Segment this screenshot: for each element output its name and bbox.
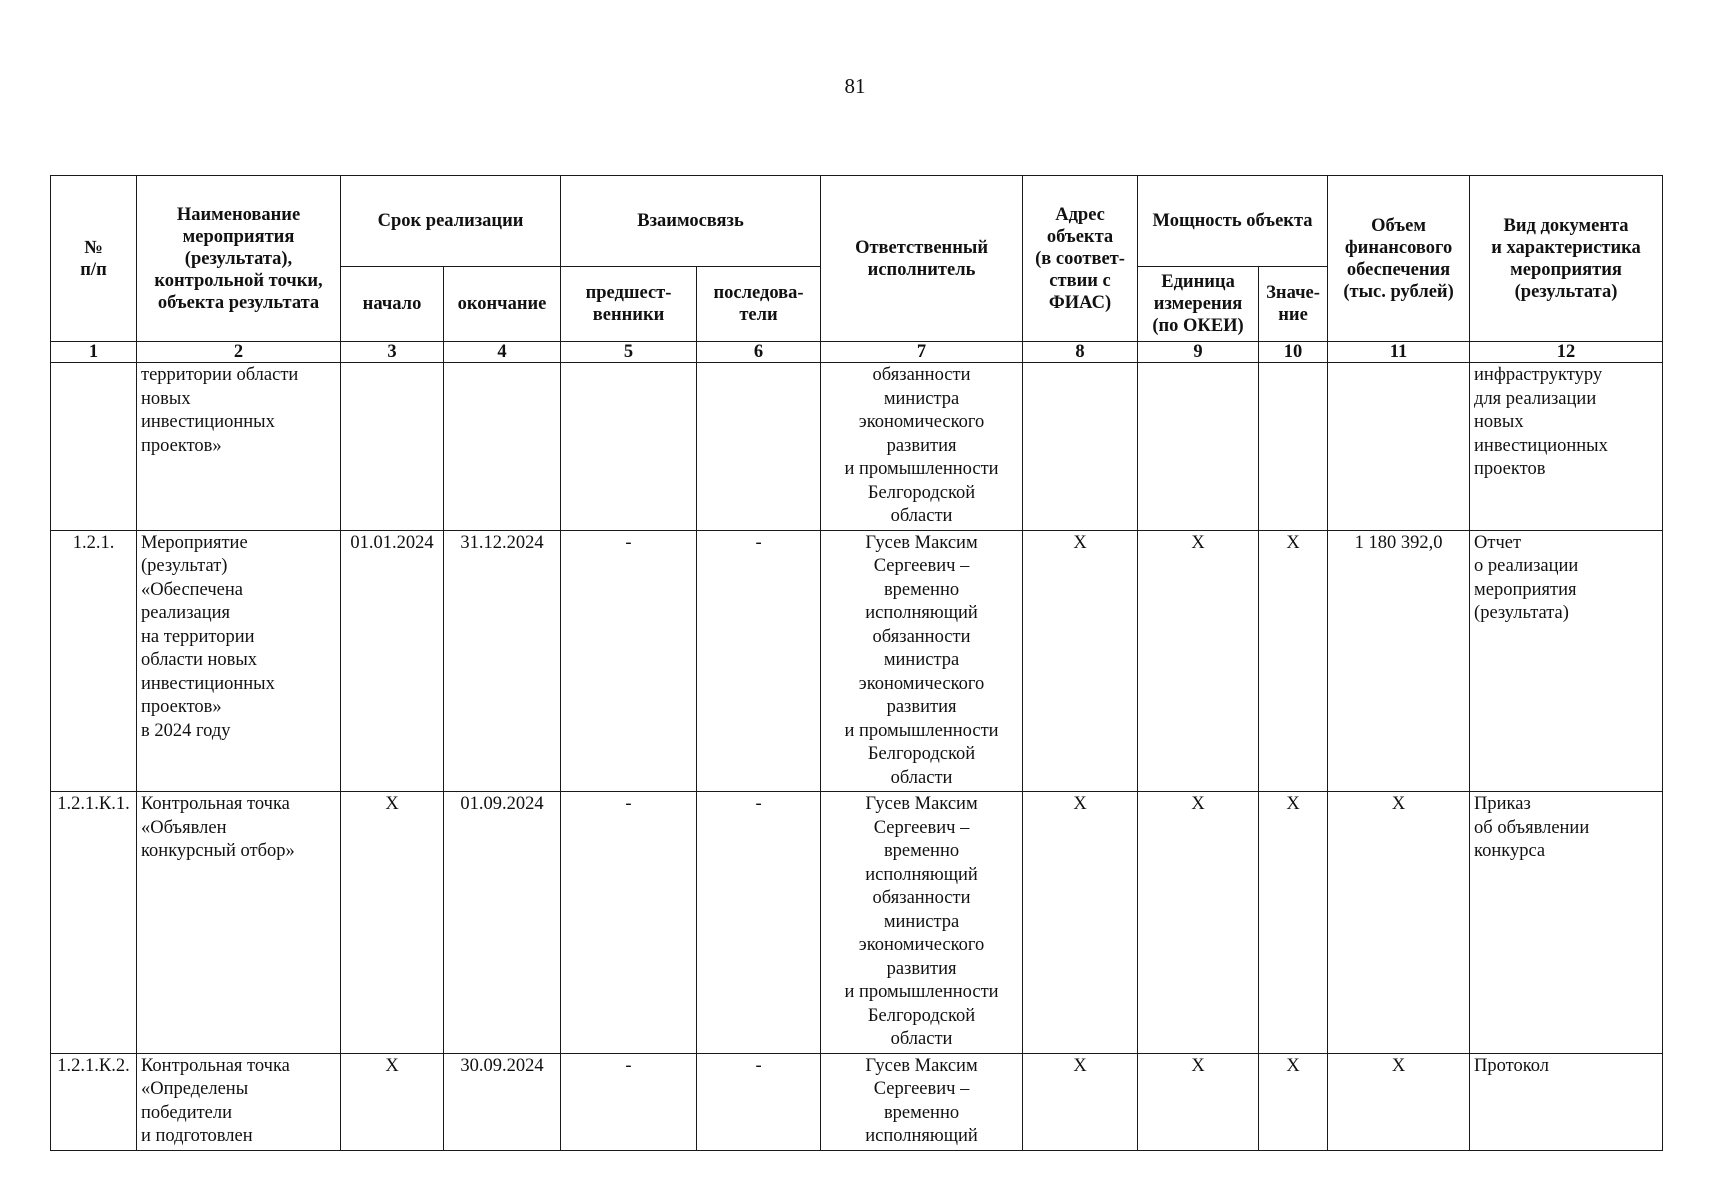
column-number: 1: [51, 342, 137, 363]
row-value: X: [1259, 530, 1328, 792]
row-responsible: обязанности министра экономического развития и промышленности Белгородской области: [821, 363, 1023, 531]
row-start: X: [341, 792, 444, 1054]
row-address: X: [1023, 1053, 1138, 1150]
row-end: 30.09.2024: [444, 1053, 561, 1150]
column-number: 8: [1023, 342, 1138, 363]
row-predecessors: -: [561, 530, 697, 792]
header-doc-type: Вид документа и характеристика мероприятия (результата): [1470, 176, 1663, 342]
row-value: X: [1259, 1053, 1328, 1150]
row-start: [341, 363, 444, 531]
row-predecessors: -: [561, 792, 697, 1054]
row-funding: X: [1328, 792, 1470, 1054]
column-number: 9: [1138, 342, 1259, 363]
row-value: X: [1259, 792, 1328, 1054]
column-number: 4: [444, 342, 561, 363]
header-period: Срок реализации: [341, 176, 561, 267]
page-number: 81: [844, 74, 866, 98]
header-name: Наименование мероприятия (результата), контрольной точки, объекта результата: [137, 176, 341, 342]
row-responsible: Гусев Максим Сергеевич – временно исполняющий обязанности министра экономического развития и промышленности Белгородской области: [821, 792, 1023, 1054]
row-funding: [1328, 363, 1470, 531]
column-number: 10: [1259, 342, 1328, 363]
row-number: [51, 363, 137, 531]
row-unit: X: [1138, 1053, 1259, 1150]
row-name: Контрольная точка «Объявлен конкурсный отбор»: [137, 792, 341, 1054]
row-unit: X: [1138, 792, 1259, 1054]
row-document: Протокол: [1470, 1053, 1663, 1150]
table-row: [51, 1053, 1663, 1150]
header-funding: Объем финансового обеспечения (тыс. рублей): [1328, 176, 1470, 342]
row-successors: [697, 363, 821, 531]
column-number: 7: [821, 342, 1023, 363]
row-value: [1259, 363, 1328, 531]
row-name: Контрольная точка «Определены победители и подготовлен: [137, 1053, 341, 1150]
table-row: [51, 792, 1663, 1054]
row-start: X: [341, 1053, 444, 1150]
row-unit: X: [1138, 530, 1259, 792]
header-row: [51, 176, 1663, 267]
column-number: 6: [697, 342, 821, 363]
header-link-next: последова- тели: [697, 267, 821, 342]
header-capacity-value: Значе- ние: [1259, 267, 1328, 342]
row-successors: -: [697, 1053, 821, 1150]
row-funding: 1 180 392,0: [1328, 530, 1470, 792]
header-link-prev: предшест- венники: [561, 267, 697, 342]
column-number: 12: [1470, 342, 1663, 363]
column-number: 11: [1328, 342, 1470, 363]
header-period-start: начало: [341, 267, 444, 342]
header-responsible: Ответственный исполнитель: [821, 176, 1023, 342]
row-end: 31.12.2024: [444, 530, 561, 792]
row-predecessors: -: [561, 1053, 697, 1150]
row-responsible: Гусев Максим Сергеевич – временно исполняющий: [821, 1053, 1023, 1150]
row-predecessors: [561, 363, 697, 531]
row-name: территории области новых инвестиционных проектов»: [137, 363, 341, 531]
header-period-end: окончание: [444, 267, 561, 342]
implementation-plan-table: [50, 175, 1663, 1151]
row-name: Мероприятие (результат) «Обеспечена реализация на территории области новых инвестиционных проектов» в 2024 году: [137, 530, 341, 792]
column-number: 2: [137, 342, 341, 363]
column-number: 5: [561, 342, 697, 363]
row-number: 1.2.1.К.1.: [51, 792, 137, 1054]
row-address: X: [1023, 792, 1138, 1054]
row-unit: [1138, 363, 1259, 531]
header-address: Адрес объекта (в соответ- ствии с ФИАС): [1023, 176, 1138, 342]
row-number: 1.2.1.К.2.: [51, 1053, 137, 1150]
row-number: 1.2.1.: [51, 530, 137, 792]
row-funding: X: [1328, 1053, 1470, 1150]
row-successors: -: [697, 792, 821, 1054]
header-capacity: Мощность объекта: [1138, 176, 1328, 267]
row-start: 01.01.2024: [341, 530, 444, 792]
header-num: № п/п: [51, 176, 137, 342]
header-link: Взаимосвязь: [561, 176, 821, 267]
row-successors: -: [697, 530, 821, 792]
row-document: Приказ об объявлении конкурса: [1470, 792, 1663, 1054]
row-responsible: Гусев Максим Сергеевич – временно исполняющий обязанности министра экономического развития и промышленности Белгородской области: [821, 530, 1023, 792]
row-document: инфраструктуру для реализации новых инвестиционных проектов: [1470, 363, 1663, 531]
table-row: [51, 363, 1663, 531]
column-number-row: [51, 342, 1663, 363]
table-row: [51, 530, 1663, 792]
row-end: 01.09.2024: [444, 792, 561, 1054]
column-number: 3: [341, 342, 444, 363]
row-document: Отчет о реализации мероприятия (результата): [1470, 530, 1663, 792]
header-capacity-unit: Единица измерения (по ОКЕИ): [1138, 267, 1259, 342]
row-address: [1023, 363, 1138, 531]
row-end: [444, 363, 561, 531]
row-address: X: [1023, 530, 1138, 792]
